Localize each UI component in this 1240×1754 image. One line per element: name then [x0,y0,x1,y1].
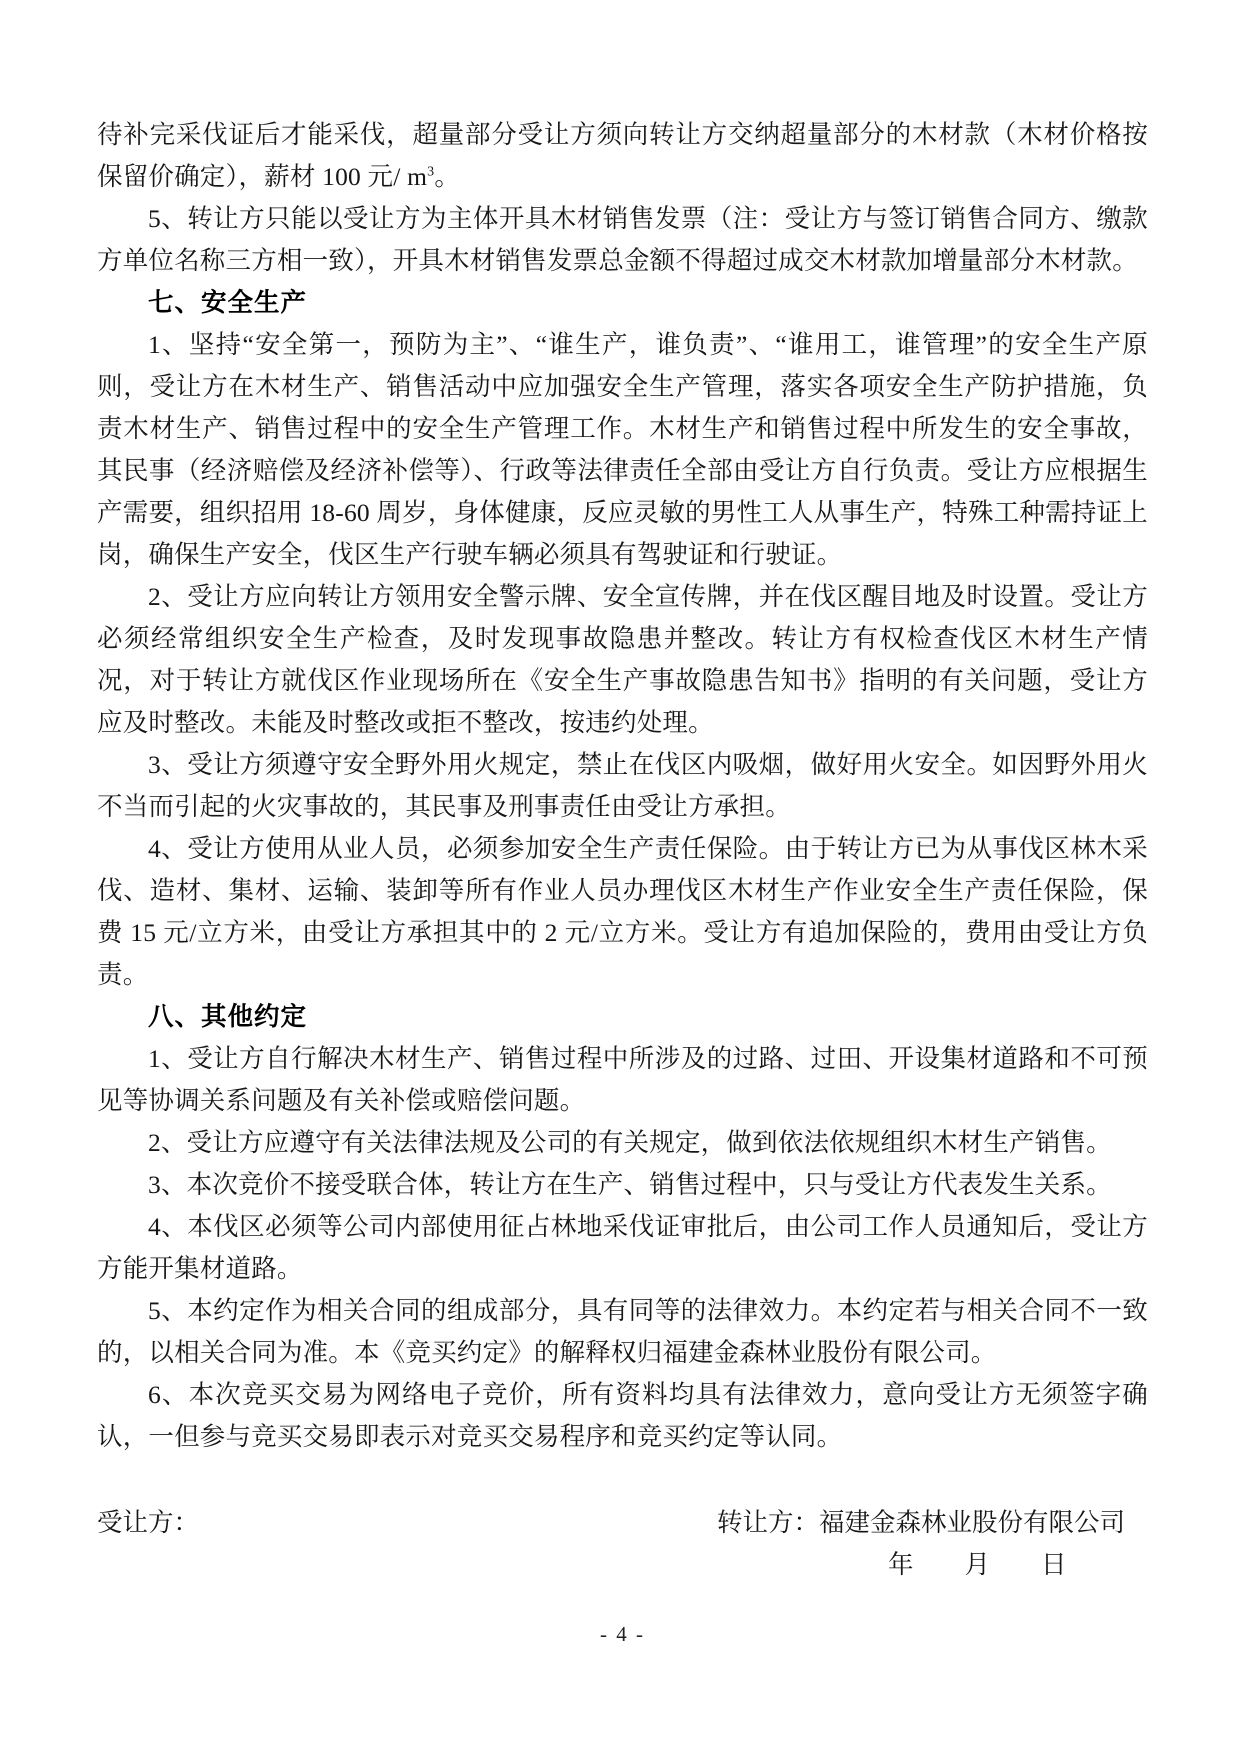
paragraph-other-2: 2、受让方应遵守有关法律法规及公司的有关规定，做到依法依规组织木材生产销售。 [148,1128,1112,1157]
superscript-cubic: 3 [427,164,435,180]
paragraph-other-1: 1、受让方自行解决木材生产、销售过程中所涉及的过路、过田、开设集材道路和不可预见等协调关系问题及有关补偿或赔偿问题。 [97,1044,1148,1115]
paragraph-continuation [97,114,1148,198]
page-number: - 4 - [600,1622,645,1646]
signature-row [97,1502,1148,1544]
paragraph-other-4: 4、本伐区必须等公司内部使用征占林地采伐证审批后，由公司工作人员通知后，受让方方能开集材道路。 [97,1212,1148,1283]
date-row [97,1544,1148,1586]
paragraph-other-3: 3、本次竞价不接受联合体，转让方在生产、销售过程中，只与受让方代表发生关系。 [148,1170,1112,1199]
paragraph-safety-4: 4、受让方使用从业人员，必须参加安全生产责任保险。由于转让方已为从事伐区林木采伐、造材、集材、运输、装卸等所有作业人员办理伐区木材生产作业安全生产责任保险，保费 15 元/立方米，由受让方承担其中的 2 元/立方米。受让方有追加保险的，费用由受让方负责。 [97,834,1148,989]
transferor-signature-label: 转让方：福建金森林业股份有限公司 [717,1508,1126,1537]
section-heading-seven-safety: 七、安全生产 [148,289,308,317]
paragraph-safety-3: 3、受让方须遵守安全野外用火规定，禁止在伐区内吸烟，做好用火安全。如因野外用火不当而引起的火灾事故的，其民事及刑事责任由受让方承担。 [97,750,1148,821]
paragraph-text: 待补完采伐证后才能采伐，超量部分受让方须向转让方交纳超量部分的木材款（木材价格按保留价确定），薪材 100 元/ m [97,120,1148,191]
paragraph-safety-2: 2、受让方应向转让方领用安全警示牌、安全宣传牌，并在伐区醒目地及时设置。受让方必须经常组织安全生产检查，及时发现事故隐患并整改。转让方有权检查伐区木材生产情况，对于转让方就伐区作业现场所在《安全生产事故隐患告知书》指明的有关问题，受让方应及时整改。未能及时整改或拒不整改，按违约处理。 [97,582,1148,737]
paragraph-other-6: 6、本次竞买交易为网络电子竞价，所有资料均具有法律效力，意向受让方无须签字确认，一但参与竞买交易即表示对竞买交易程序和竞买约定等认同。 [97,1380,1148,1451]
section-heading-eight-other: 八、其他约定 [148,1003,308,1031]
paragraph-text: 。 [434,162,461,191]
paragraph-safety-1: 1、坚持“安全第一，预防为主”、“谁生产，谁负责”、“谁用工，谁管理”的安全生产原则，受让方在木材生产、销售活动中应加强安全生产管理，落实各项安全生产防护措施，负责木材生产、销售过程中的安全生产管理工作。木材生产和销售过程中所发生的安全事故，其民事（经济赔偿及经济补偿等）、行政等法律责任全部由受让方自行负责。受让方应根据生产需要，组织招用 18-60 周岁，身体健康，反应灵敏的男性工人从事生产，特殊工种需持证上岗，确保生产安全，伐区生产行驶车辆必须具有驾驶证和行驶证。 [97,330,1148,569]
paragraph-item-5-invoice: 5、转让方只能以受让方为主体开具木材销售发票（注：受让方与签订销售合同方、缴款方单位名称三方相一致），开具木材销售发票总金额不得超过成交木材款加增量部分木材款。 [97,204,1148,275]
document-body [97,114,1148,1586]
transferee-signature-label: 受让方： [97,1508,200,1537]
date-blanks-year-month-day: 年 月 日 [888,1550,1067,1579]
paragraph-other-5: 5、本约定作为相关合同的组成部分，具有同等的法律效力。本约定若与相关合同不一致的，以相关合同为准。本《竞买约定》的解释权归福建金森林业股份有限公司。 [97,1296,1148,1367]
